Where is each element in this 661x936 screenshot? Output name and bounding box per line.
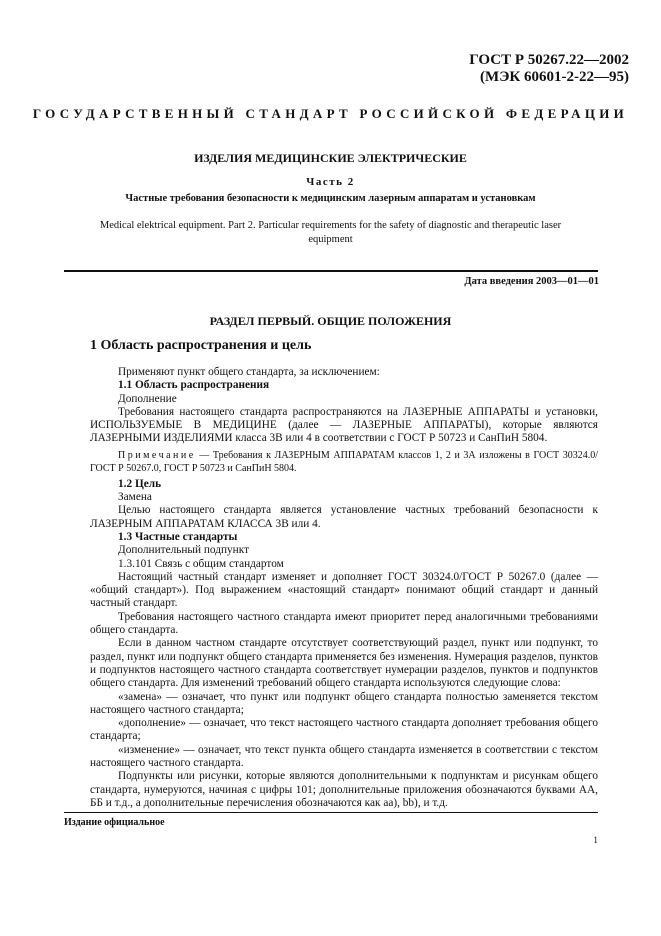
subclause-1-3-101: 1.3.101 Связь с общим стандартом: [118, 557, 284, 570]
edition-label: Издание официальное: [64, 817, 165, 828]
paragraph-purpose: Целью настоящего стандарта является установление частных требований безопасности к ЛАЗЕРНЫМ АППАРАТАМ КЛАССА 3В или 4.: [90, 504, 598, 530]
paragraph-relation: Настоящий частный стандарт изменяет и дополняет ГОСТ 30324.0/ГОСТ Р 50267.0 (далее — «общий стандарт»). Под выражением «настоящий стандарт» понимают общий стандарт и данный частный стандарт.: [90, 570, 598, 610]
paragraph-addition: Дополнение: [118, 392, 177, 405]
clause-1-heading: 1 Область распространения и цель: [90, 338, 312, 353]
note-text: — Требования к ЛАЗЕРНЫМ АППАРАТАМ классов 1, 2 и 3А изложены в ГОСТ 30324.0/ГОСТ Р 50267.0, ГОСТ Р 50723 и СанПиН 5804.: [90, 449, 598, 474]
standard-designation: [469, 52, 629, 86]
paragraph-replace: Замена: [118, 491, 152, 504]
introduction-date: Дата введения 2003—01—01: [464, 276, 599, 287]
document-subtitle: Частные требования безопасности к медицинским лазерным аппаратам и установкам: [125, 193, 536, 204]
paragraph-apply: Применяют пункт общего стандарта, за исключением:: [118, 366, 380, 378]
note-label: Примечание: [118, 449, 196, 461]
paragraph-zamena: «замена» — означает, что пункт или подпункт общего стандарта полностью заменяется текстом настоящего частного стандарта;: [90, 690, 598, 716]
paragraph-numbering: Подпункты или рисунки, которые являются дополнительными к подпунктам и рисункам общего стандарта, нумеруются, начиная с цифры 101; дополнительные приложения обозначаются буквами АА, ББ и т.д., а дополнительные перечисления обозначаются как аа), bb), и т.д.: [90, 770, 598, 809]
note: [90, 449, 598, 475]
english-title: Medical elektrical equipment. Part 2. Particular requirements for the safety of diagnostic and therapeutic laser equipment: [99, 220, 562, 245]
paragraph-absent: Если в данном частном стандарте отсутствует соответствующий раздел, пункт или подпункт, то раздел, пункт или подпункт общего стандарта применяется без изменения. Нумерация разделов, пунктов и подпунктов настоящего частного стандарта соответствует нумерации разделов, пунктов и подпунктов общего стандарта. Для изменений требований общего стандарта используются следующие слова:: [90, 637, 598, 690]
footer-divider: [64, 812, 598, 813]
paragraph-izmenenie: «изменение» — означает, что текст пункта общего стандарта изменяется в соответствии с текстом настоящего частного стандарта.: [90, 743, 598, 770]
iec-number: (МЭК 60601-2-22—95): [480, 69, 629, 85]
gost-number: ГОСТ Р 50267.22—2002: [469, 52, 629, 68]
paragraph-priority: Требования настоящего частного стандарта имеют приоритет перед аналогичными требованиями общего стандарта.: [90, 610, 598, 637]
subclause-1-2-heading: 1.2 Цель: [118, 477, 162, 490]
title-divider: [64, 270, 598, 272]
document-body: [90, 366, 598, 810]
section-title: РАЗДЕЛ ПЕРВЫЙ. ОБЩИЕ ПОЛОЖЕНИЯ: [209, 314, 452, 328]
state-standard-heading: ГОСУДАРСТВЕННЫЙ СТАНДАРТ РОССИЙСКОЙ ФЕДЕРАЦИИ: [32, 106, 629, 121]
document-title: ИЗДЕЛИЯ МЕДИЦИНСКИЕ ЭЛЕКТРИЧЕСКИЕ: [194, 151, 467, 165]
subclause-1-3-heading: 1.3 Частные стандарты: [118, 530, 238, 543]
paragraph-dopolnenie: «дополнение» — означает, что текст настоящего частного стандарта дополняет требования общего стандарта;: [90, 717, 598, 743]
paragraph-additional-subclause: Дополнительный подпункт: [118, 544, 250, 557]
paragraph-scope: Требования настоящего стандарта распространяются на ЛАЗЕРНЫЕ АППАРАТЫ и установки, ИСПОЛЬЗУЕМЫЕ В МЕДИЦИНЕ (далее — ЛАЗЕРНЫЕ АППАРАТЫ), которые являются ЛАЗЕРНЫМИ ИЗДЕЛИЯМИ класса 3В или 4 в соответствии с ГОСТ Р 50723 и СанПиН 5804.: [90, 405, 598, 445]
subclause-1-1-heading: 1.1 Область распространения: [118, 379, 270, 392]
part-label: Часть 2: [306, 176, 355, 188]
page-number: 1: [593, 836, 598, 846]
